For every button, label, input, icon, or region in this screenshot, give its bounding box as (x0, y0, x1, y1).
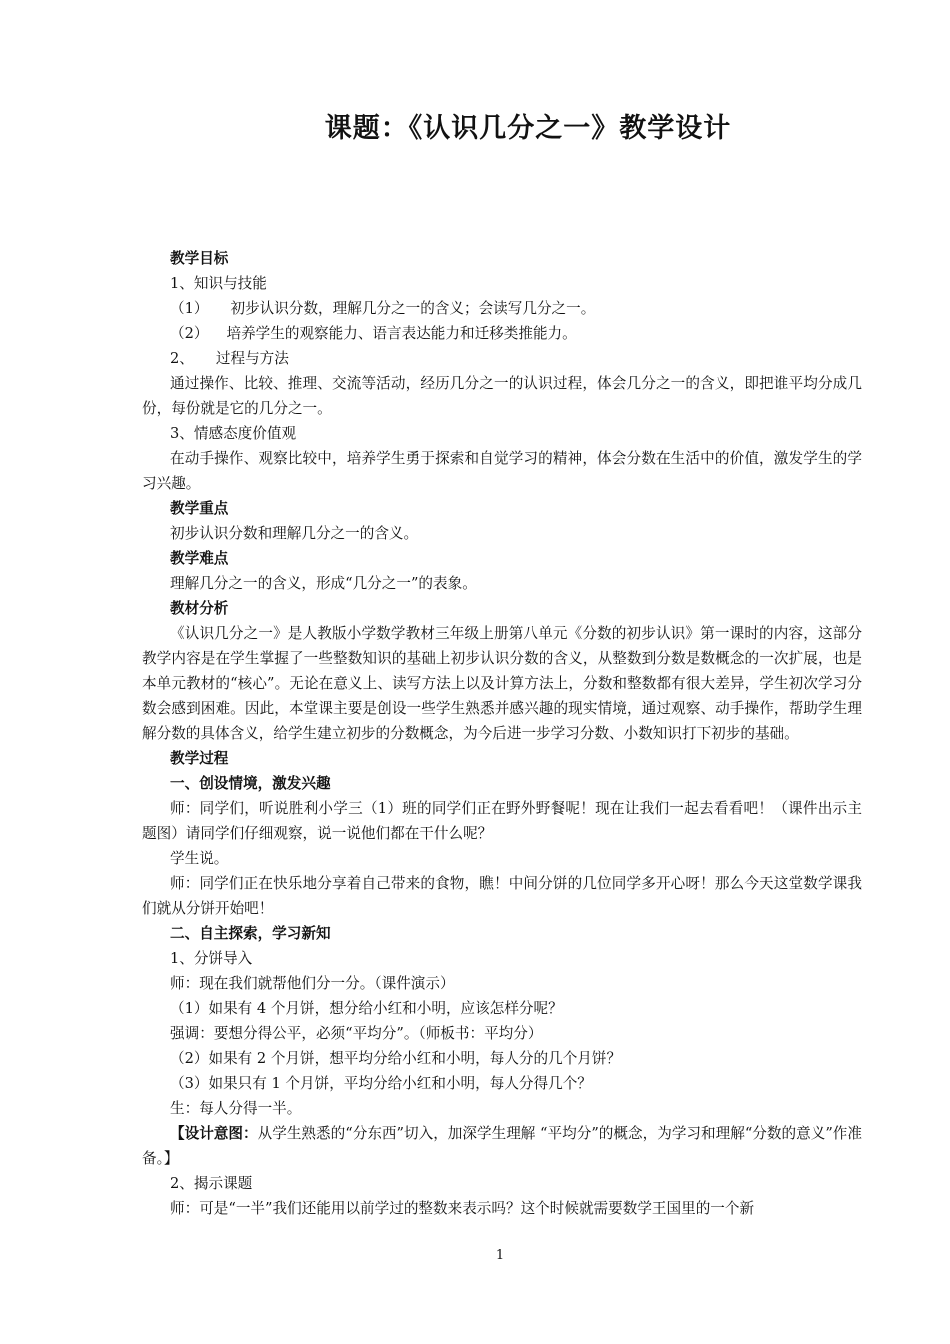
design-intent-text: 从学生熟悉的“分东西”切入，加深学生理解 “平均分”的概念，为学习和理解“分数的意义”作准备。】 (142, 1125, 862, 1167)
section-heading-key-point: 教学重点 (170, 500, 229, 517)
process-part2-line-6: 生：每人分得一半。 (170, 1100, 302, 1117)
difficulty-text: 理解几分之一的含义，形成“几分之一”的表象。 (170, 575, 477, 592)
process-part2-line-3: 强调：要想分得公平，必须“平均分”。（师板书：平均分） (170, 1025, 543, 1042)
process-part2-line-4: （2）如果有 2 个月饼，想平均分给小红和小明，每人分的几个月饼？ (170, 1050, 622, 1067)
section-heading-goals: 教学目标 (170, 250, 229, 267)
section-heading-analysis: 教材分析 (170, 600, 229, 617)
process-part2-heading: 二、自主探索，学习新知 (170, 925, 331, 942)
design-intent-label: 【设计意图： (170, 1125, 258, 1142)
goal-process-title: 2、 过程与方法 (170, 350, 289, 367)
document-title: 课题：《认识几分之一》教学设计 (324, 113, 732, 144)
goal-knowledge-title: 1、知识与技能 (170, 275, 267, 292)
process-part1-p3: 师：同学们正在快乐地分享着自己带来的食物，瞧！中间分饼的几位同学多开心呀！那么今天这堂数学课我们就从分饼开始吧！ (142, 875, 862, 917)
design-intent-note (142, 1121, 862, 1171)
document-body (142, 246, 862, 1221)
process-part1-p2: 学生说。 (170, 850, 229, 867)
process-part2-line-1: 师：现在我们就帮他们分一分。（课件演示） (170, 975, 455, 992)
analysis-text: 《认识几分之一》是人教版小学数学教材三年级上册第八单元《分数的初步认识》第一课时的内容，这部分教学内容是在学生掌握了一些整数知识的基础上初步认识分数的含义，从整数到分数是数概念的一次扩展，也是本单元教材的“核心”。无论在意义上、读写方法上以及计算方法上，分数和整数都有很大差异，学生初次学习分数会感到困难。因此，本堂课主要是创设一些学生熟悉并感兴趣的现实情境，通过观察、动手操作，帮助学生理解分数的具体含义，给学生建立初步的分数概念，为今后进一步学习分数、小数知识打下初步的基础。 (142, 625, 862, 742)
goal-attitude-text: 在动手操作、观察比较中，培养学生勇于探索和自觉学习的精神，体会分数在生活中的价值，激发学生的学习兴趣。 (142, 450, 862, 492)
section-heading-difficulty: 教学难点 (170, 550, 229, 567)
goal-knowledge-item-1: （1） 初步认识分数，理解几分之一的含义；会读写几分之一。 (170, 300, 596, 317)
process-part1-heading: 一、创设情境，激发兴趣 (170, 775, 331, 792)
goal-process-text: 通过操作、比较、推理、交流等活动，经历几分之一的认识过程，体会几分之一的含义，即把谁平均分成几份，每份就是它的几分之一。 (142, 375, 862, 417)
process-part2-s2-title: 2、揭示课题 (170, 1175, 253, 1192)
goal-knowledge-item-2: （2） 培养学生的观察能力、语言表达能力和迁移类推能力。 (170, 325, 577, 342)
page-number: 1 (495, 1248, 505, 1263)
process-part2-s1-title: 1、分饼导入 (170, 950, 253, 967)
process-part2-line-2: （1）如果有 4 个月饼，想分给小红和小明，应该怎样分呢？ (170, 1000, 563, 1017)
section-heading-process: 教学过程 (170, 750, 229, 767)
process-part2-line-7: 师：可是“一半”我们还能用以前学过的整数来表示吗？这个时候就需要数学王国里的一个新 (170, 1200, 755, 1217)
key-point-text: 初步认识分数和理解几分之一的含义。 (170, 525, 419, 542)
process-part2-line-5: （3）如果只有 1 个月饼，平均分给小红和小明，每人分得几个？ (170, 1075, 592, 1092)
goal-attitude-title: 3、情感态度价值观 (170, 425, 297, 442)
process-part1-p1: 师：同学们，听说胜利小学三（1）班的同学们正在野外野餐呢！现在让我们一起去看看吧！（课件出示主题图）请同学们仔细观察，说一说他们都在干什么呢？ (142, 800, 862, 842)
